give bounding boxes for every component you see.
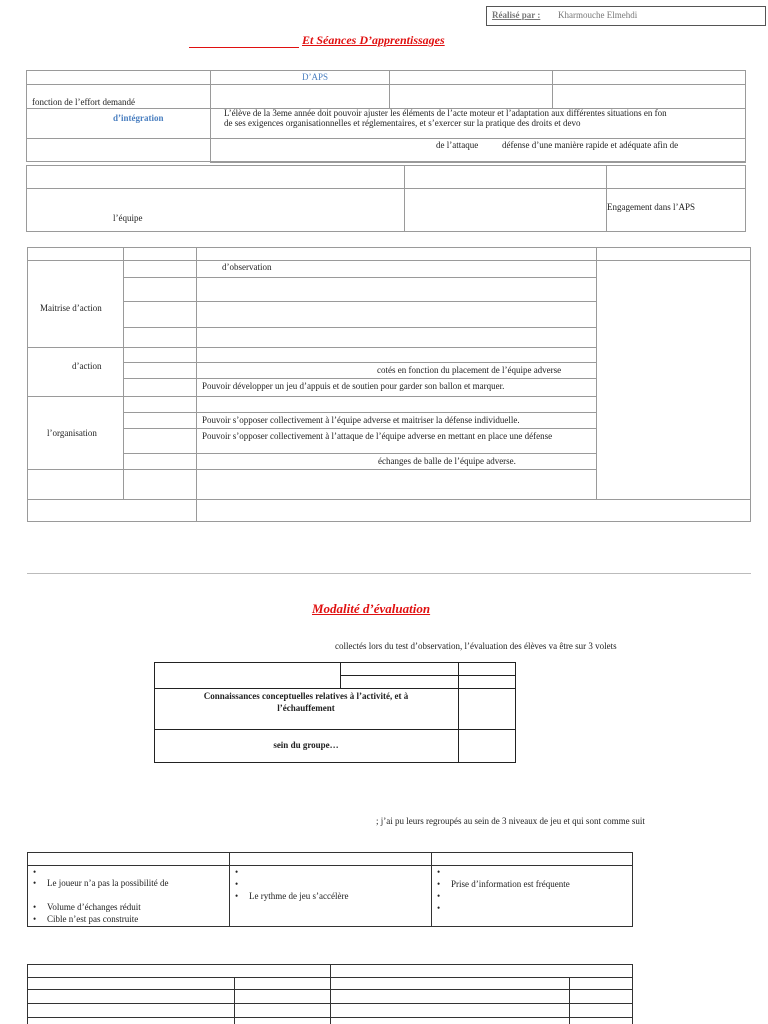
objective-line-2: de ses exigences organisationnelles et réglementaires, et s’exercer sur la pratique des droits et devo xyxy=(224,118,581,128)
author-label: Réalisé par : xyxy=(492,10,541,20)
row-oppose-1: Pouvoir s’opposer collectivement à l’équipe adverse et maitriser la défense individuelle. xyxy=(202,415,520,425)
objective-line-1: L’élève de la 3eme année doit pouvoir ajuster les éléments de l’acte moteur et l’adaptation aux différentes situations en fon xyxy=(224,108,667,118)
observation-text: d’observation xyxy=(222,262,272,272)
daps-header: D’APS xyxy=(302,72,329,82)
level-1-item-1: • Le joueur n’a pas la possibilité de xyxy=(47,878,168,889)
title-underline-rule xyxy=(189,47,299,48)
level-2-bullet-2: • xyxy=(235,879,239,889)
level-2-bullet-1: • xyxy=(235,867,239,877)
maitrise-label: Maitrise d’action xyxy=(40,303,102,313)
organisation-label: l’organisation xyxy=(47,428,97,438)
engagement-label: Engagement dans l’APS xyxy=(607,202,695,212)
level-3-bullet-1: • xyxy=(437,867,441,877)
attack-text: de l’attaque xyxy=(436,140,479,150)
evaluation-title: Modalité d’évaluation xyxy=(312,601,431,616)
row-oppose-2: Pouvoir s’opposer collectivement à l’attaque de l’équipe adverse en mettant en place une défense xyxy=(202,431,553,441)
effort-label: fonction de l’effort demandé xyxy=(32,97,136,107)
team-label: l’équipe xyxy=(113,213,143,223)
levels-intro: ; j’ai pu leurs regroupés au sein de 3 niveaux de jeu et qui sont comme suit xyxy=(376,816,645,826)
level-2-item-1: • Le rythme de jeu s’accélère xyxy=(249,891,348,902)
defense-text: défense d’une manière rapide et adéquate afin de xyxy=(502,140,679,150)
level-1-item-3: • Cible n’est pas construite xyxy=(47,914,138,925)
level-3-bullet-3: • xyxy=(437,903,441,913)
row-cotes: cotés en fonction du placement de l’équipe adverse xyxy=(377,365,562,375)
section-divider xyxy=(27,573,751,574)
integration-label: d’intégration xyxy=(113,113,164,123)
level-1-item-2: • Volume d’échanges réduit xyxy=(47,902,141,913)
evaluation-intro: collectés lors du test d’observation, l’évaluation des élèves va être sur 3 volets xyxy=(335,641,617,651)
level-3-item-1: • Prise d’information est fréquente xyxy=(451,879,570,890)
row-jeu: Pouvoir développer un jeu d’appuis et de soutien pour garder son ballon et marquer. xyxy=(202,381,505,391)
page-title: Et Séances D’apprentissages xyxy=(302,33,445,47)
row-echanges: échanges de balle de l’équipe adverse. xyxy=(378,456,516,466)
evaluation-row-2: sein du groupe… xyxy=(273,740,339,750)
evaluation-row-1: Connaissances conceptuelles relatives à l’activité, et à l’échauffement xyxy=(203,691,409,713)
level-3-bullet-2: • xyxy=(437,891,441,901)
author-name: Kharmouche Elmehdi xyxy=(558,10,638,20)
level-1-bullet: • xyxy=(33,867,37,877)
action-label: d’action xyxy=(72,361,102,371)
